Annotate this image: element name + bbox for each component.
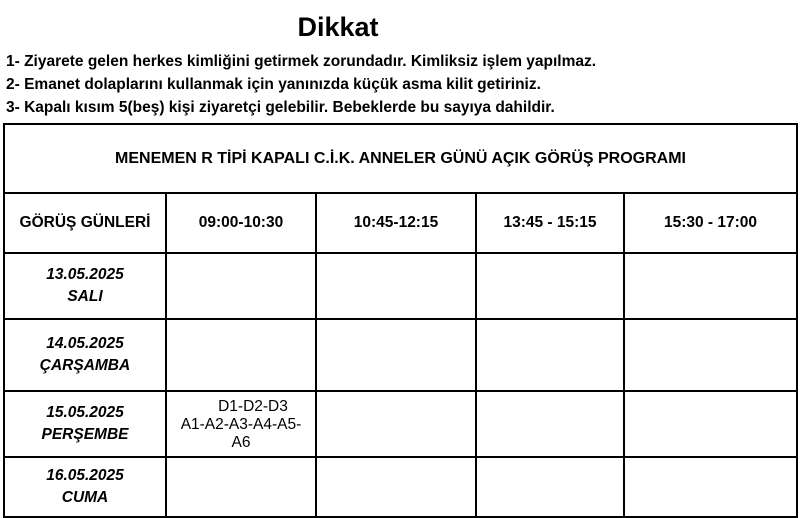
slot-cell — [476, 253, 624, 319]
slot-cell — [166, 457, 316, 517]
page-title: Dikkat — [297, 12, 379, 42]
day-cell — [4, 391, 166, 457]
slot-cell — [166, 319, 316, 391]
slot-cell — [166, 253, 316, 319]
slot-cell — [166, 391, 316, 457]
table-row — [4, 457, 797, 517]
visit-schedule-table — [3, 123, 798, 518]
slot-cell — [316, 253, 476, 319]
slot-group-line: D1-D2-D3 — [218, 398, 288, 415]
slot-cell — [476, 391, 624, 457]
slot-group-line: A6 — [231, 434, 251, 451]
day-cell — [4, 253, 166, 319]
slot-cell — [624, 457, 797, 517]
day-date: 15.05.2025 — [46, 404, 124, 421]
slot-groups — [167, 392, 315, 456]
day-name: PERŞEMBE — [41, 426, 129, 443]
column-header-slot-1: 09:00-10:30 — [166, 193, 316, 253]
day-cell — [4, 319, 166, 391]
slot-cell — [316, 391, 476, 457]
notice-item: 3- Kapalı kısım 5(beş) kişi ziyaretçi gelebilir. Bebeklerde bu sayıya dahildir. — [6, 99, 555, 116]
slot-group-line: A1-A2-A3-A4-A5- — [180, 416, 302, 433]
notice-item: 2- Emanet dolaplarını kullanmak için yanınızda küçük asma kilit getiriniz. — [6, 76, 541, 93]
table-heading: MENEMEN R TİPİ KAPALI C.İ.K. ANNELER GÜNÜ AÇIK GÖRÜŞ PROGRAMI — [4, 124, 797, 193]
day-name: SALI — [67, 288, 103, 305]
column-header-slot-4: 15:30 - 17:00 — [624, 193, 797, 253]
table-row — [4, 391, 797, 457]
slot-cell — [624, 319, 797, 391]
column-header-days: GÖRÜŞ GÜNLERİ — [4, 193, 166, 253]
slot-cell — [316, 457, 476, 517]
slot-cell — [476, 319, 624, 391]
day-name: ÇARŞAMBA — [39, 357, 131, 374]
slot-cell — [624, 253, 797, 319]
slot-cell — [316, 319, 476, 391]
table-row — [4, 319, 797, 391]
day-date: 16.05.2025 — [46, 467, 124, 484]
notice-list — [6, 50, 596, 119]
column-header-slot-3: 13:45 - 15:15 — [476, 193, 624, 253]
day-date: 13.05.2025 — [46, 266, 124, 283]
table-row — [4, 253, 797, 319]
slot-cell — [624, 391, 797, 457]
column-header-slot-2: 10:45-12:15 — [316, 193, 476, 253]
day-date: 14.05.2025 — [46, 335, 124, 352]
notice-item: 1- Ziyarete gelen herkes kimliğini getirmek zorundadır. Kimliksiz işlem yapılmaz. — [6, 53, 597, 70]
day-name: CUMA — [61, 489, 109, 506]
slot-cell — [476, 457, 624, 517]
day-cell — [4, 457, 166, 517]
